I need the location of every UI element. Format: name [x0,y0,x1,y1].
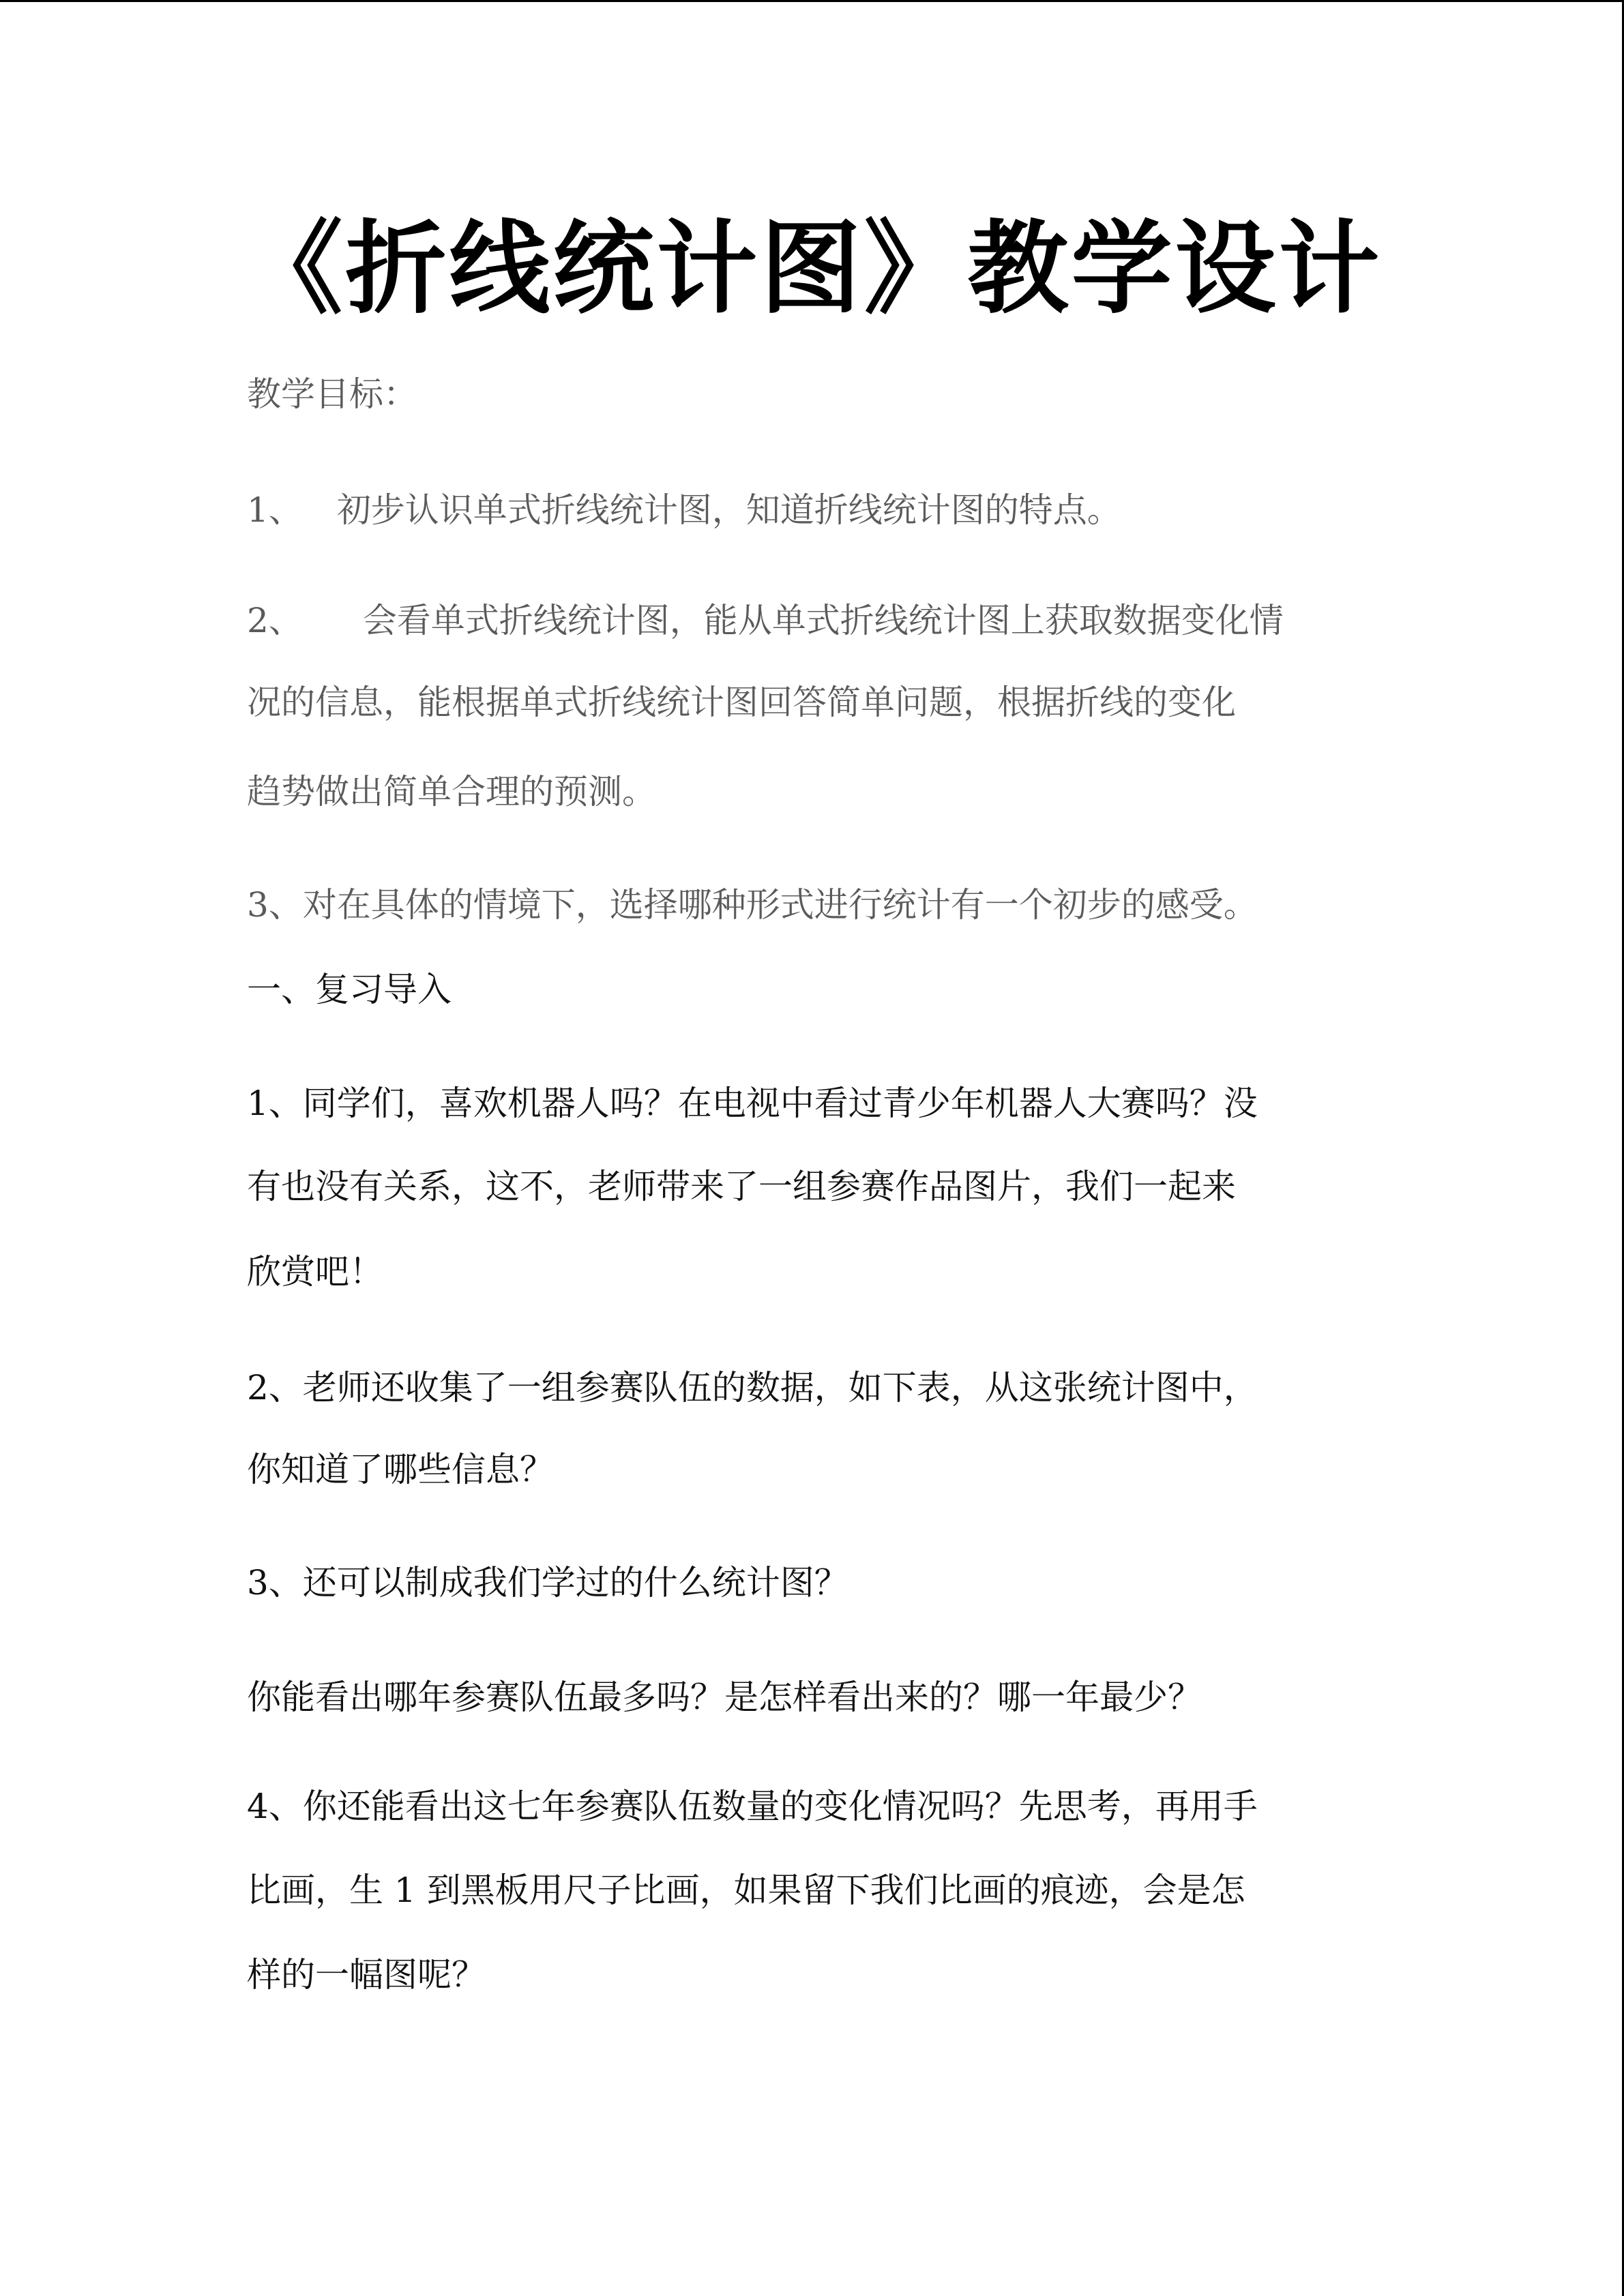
document-title: 《折线统计图》教学设计 [241,209,1383,327]
objective-3 [247,884,1258,925]
objective-1-number: 1、 [247,490,303,530]
section-1-item-1-line-1: 1、同学们，喜欢机器人吗？在电视中看过青少年机器人大赛吗？没 [247,1084,1258,1123]
section-1-item-5-line-1: 4、你还能看出这七年参赛队伍数量的变化情况吗？先思考，再用手 [247,1787,1258,1826]
objective-3-line-1: 对在具体的情境下，选择哪种形式进行统计有一个初步的感受。 [302,885,1258,925]
objective-3-number: 3、 [247,885,303,925]
objective-2-line-1: 会看单式折线统计图，能从单式折线统计图上获取数据变化情 [362,601,1284,640]
section-1-item-3-line-1: 3、还可以制成我们学过的什么统计图？ [247,1563,848,1602]
section-1-item-2-line-1: 2、老师还收集了一组参赛队伍的数据，如下表，从这张统计图中， [247,1368,1258,1407]
objective-1-line-1: 初步认识单式折线统计图，知道折线统计图的特点。 [336,490,1121,530]
objective-2-number: 2、 [247,601,303,640]
section-1-heading: 一、复习导入 [247,970,452,1009]
section-1-item-5-line-3: 样的一幅图呢？ [247,1955,486,1995]
section-1-item-4-line-1: 你能看出哪年参赛队伍最多吗？是怎样看出来的？哪一年最少？ [247,1678,1202,1717]
objective-1 [247,490,1121,531]
objective-2-line-3: 趋势做出简单合理的预测。 [247,772,656,811]
section-1-item-2-line-2: 你知道了哪些信息？ [247,1450,554,1489]
section-1-item-5-line-2: 比画，生 1 到黑板用尺子比画，如果留下我们比画的痕迹，会是怎 [247,1870,1245,1910]
section-1-item-1-line-3: 欣赏吧！ [247,1252,383,1292]
section-1-item-1-line-2: 有也没有关系，这不，老师带来了一组参赛作品图片，我们一起来 [247,1167,1236,1206]
objective-2-line-1-row [247,600,1284,641]
objective-2-line-2: 况的信息，能根据单式折线统计图回答简单问题，根据折线的变化 [247,683,1236,722]
objectives-heading: 教学目标： [247,374,417,414]
